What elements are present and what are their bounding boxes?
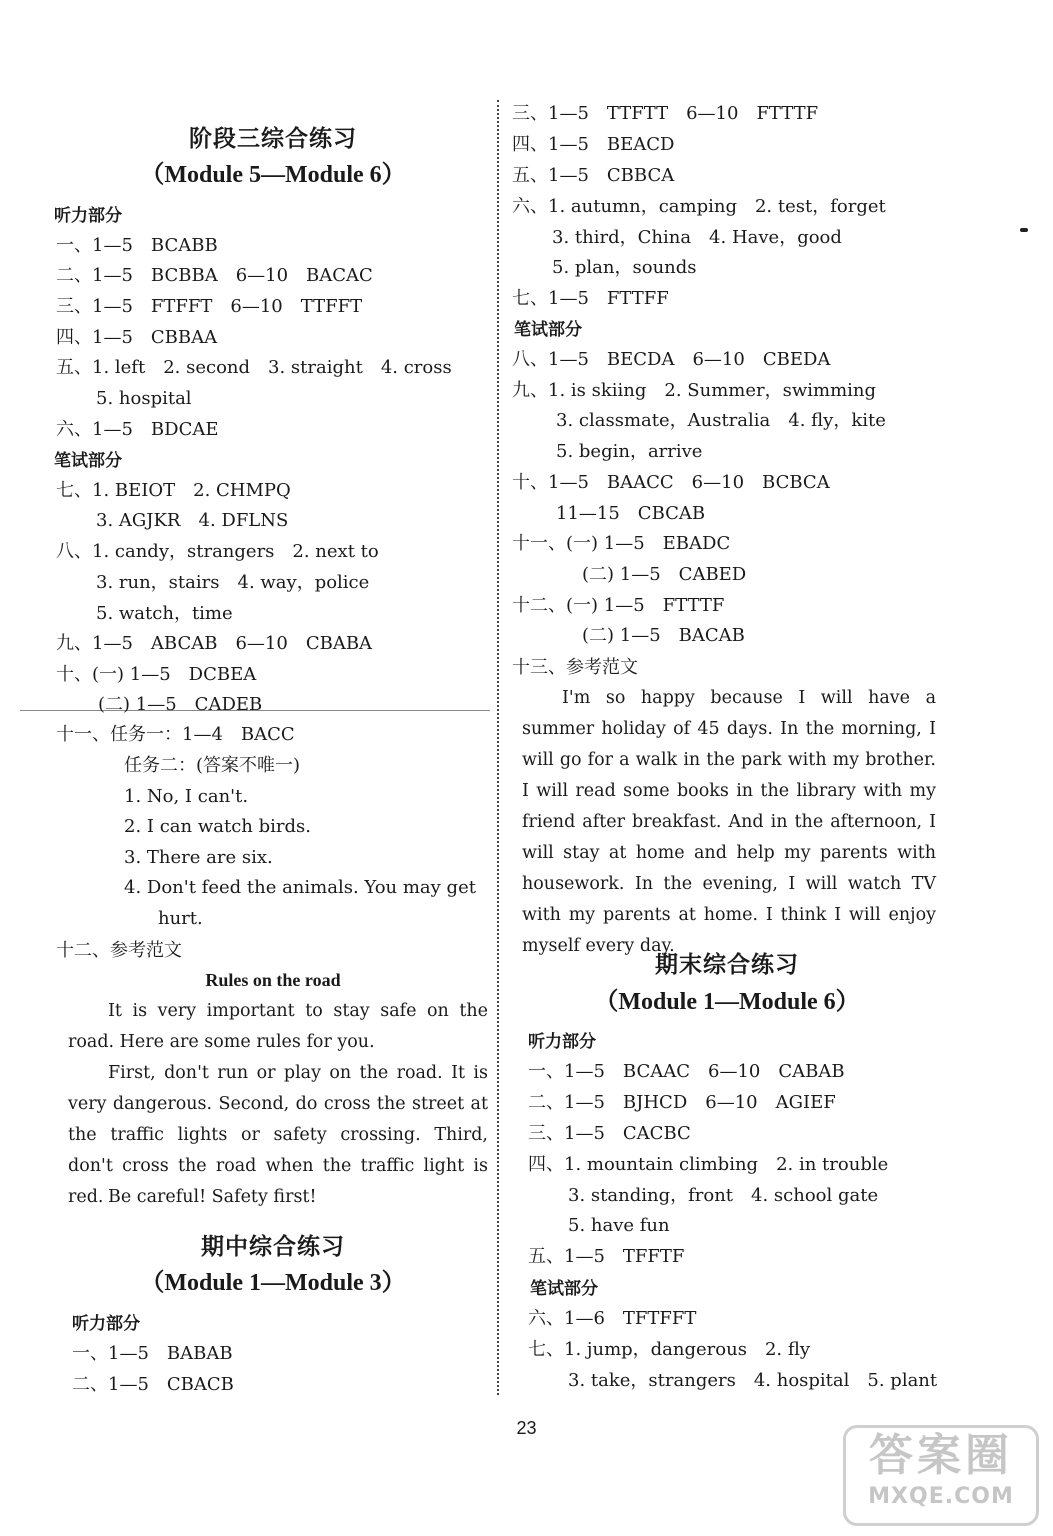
answer-line: 一、1—5 BCABB (56, 235, 218, 256)
answer-line: 七、1—5 FTTFF (512, 288, 669, 309)
answer-line: 八、1—5 BECDA 6—10 CBEDA (512, 349, 831, 370)
answer-line: 二、1—5 CBACB (72, 1374, 234, 1395)
answer-line: 3. AGJKR 4. DFLNS (96, 510, 289, 531)
answer-line: 5. have fun (568, 1215, 670, 1236)
answer-line: 3. take，strangers 4. hospital 5. plant (568, 1370, 938, 1391)
written-header: 笔试部分 (530, 1279, 598, 1299)
listening-header: 听力部分 (54, 206, 122, 226)
answer-line: 3. classmate，Australia 4. fly，kite (556, 410, 886, 431)
answer-line: 六、1. autumn，camping 2. test，forget (512, 196, 886, 217)
answer-line: 三、1—5 FTFFT 6—10 TTFFT (56, 296, 363, 317)
section-subtitle-stage3: （Module 5—Module 6） (140, 162, 406, 188)
written-header: 笔试部分 (54, 451, 122, 471)
answer-line: 十二、参考范文 (56, 940, 182, 961)
answer-line: 四、1—5 CBBAA (56, 327, 218, 348)
listening-header: 听力部分 (72, 1314, 140, 1334)
answer-line: 3. There are six. (124, 847, 273, 868)
answer-line: 五、1—5 TFFTF (528, 1246, 685, 1267)
answer-line: 4. Don't feed the animals. You may get (124, 877, 476, 898)
answer-line: 三、1—5 CACBC (528, 1123, 691, 1144)
answer-line: 3. standing，front 4. school gate (568, 1185, 879, 1206)
answer-line: 九、1—5 ABCAB 6—10 CBABA (56, 633, 373, 654)
essay-paragraph: Be careful! Safety first! (108, 1187, 317, 1207)
answer-line: 五、1. left 2. second 3. straight 4. cross (56, 357, 452, 378)
answer-line: hurt. (158, 908, 203, 929)
page-number: 23 (516, 1418, 537, 1438)
answer-line: 5. watch，time (96, 603, 233, 624)
answer-line: 一、1—5 BABAB (72, 1343, 233, 1364)
answer-line: 十一、任务一：1—4 BACC (56, 724, 295, 745)
answer-line: 四、1—5 BEACD (512, 134, 675, 155)
answer-line: 1. No, I can't. (124, 786, 249, 807)
section-subtitle-final: （Module 1—Module 6） (594, 989, 860, 1015)
section-subtitle-midterm: （Module 1—Module 3） (140, 1270, 406, 1296)
answer-line: 任务二：(答案不唯一) (124, 755, 301, 776)
listening-header: 听力部分 (528, 1032, 596, 1052)
written-header: 笔试部分 (514, 320, 582, 340)
section-title-midterm: 期中综合练习 (201, 1234, 345, 1260)
section-title-stage3: 阶段三综合练习 (189, 126, 357, 152)
watermark-logo (843, 1425, 1039, 1526)
essay-title: Rules on the road (205, 970, 341, 990)
essay-paragraph: I'm so happy because I will have a summer holiday of 45 days. In the morning, I will go for a walk in the park with my brother. I will read some books in the library with my friend after breakfast. And in the afternoon, I will stay at home and help my parents with housework. In the evening, I will watch TV with my parents at home. I think I will enjoy myself every day. (522, 688, 936, 956)
answer-line: 七、1. jump，dangerous 2. fly (528, 1339, 811, 1360)
answer-line: 十、1—5 BAACC 6—10 BCBCA (512, 472, 830, 493)
answer-line: 5. hospital (96, 388, 192, 409)
essay-paragraph: It is very important to stay safe on the road. Here are some rules for you. (68, 1001, 488, 1052)
answer-line: 八、1. candy，strangers 2. next to (56, 541, 379, 562)
answer-line: 3. third，China 4. Have，good (552, 227, 842, 248)
answer-line: 二、1—5 BJHCD 6—10 AGIEF (528, 1092, 836, 1113)
watermark-bottom: MXQE.COM (868, 1484, 1014, 1509)
section-title-final: 期末综合练习 (655, 952, 799, 978)
essay-paragraph: First, don't run or play on the road. It is very dangerous. Second, do cross the street at the traffic lights or safety crossing. Third, don't cross the road when the traffic light is red. (68, 1063, 488, 1207)
answer-line: 六、1—6 TFTFFT (528, 1308, 697, 1329)
answer-line: 3. run，stairs 4. way，police (96, 572, 370, 593)
answer-line: 十、(一) 1—5 DCBEA (56, 664, 257, 685)
answer-line: (二) 1—5 CADEB (98, 694, 263, 715)
column-divider (497, 100, 499, 1395)
answer-line: 2. I can watch birds. (124, 816, 311, 837)
answer-line: 九、1. is skiing 2. Summer，swimming (512, 380, 877, 401)
answer-line: 三、1—5 TTFTT 6—10 FTTTF (512, 103, 819, 124)
answer-line: 七、1. BEIOT 2. CHMPQ (56, 480, 291, 501)
answer-line: (二) 1—5 CABED (582, 564, 747, 585)
answer-line: 5. plan，sounds (552, 257, 697, 278)
scan-speck (1020, 228, 1028, 232)
answer-line: 四、1. mountain climbing 2. in trouble (528, 1154, 889, 1175)
answer-line: (二) 1—5 BACAB (582, 625, 745, 646)
answer-line: 一、1—5 BCAAC 6—10 CABAB (528, 1061, 845, 1082)
answer-line: 十三、参考范文 (512, 657, 638, 678)
answer-line: 十二、(一) 1—5 FTTTF (512, 595, 725, 616)
answer-line: 5. begin，arrive (556, 441, 703, 462)
answer-line: 五、1—5 CBBCA (512, 165, 675, 186)
answer-line: 二、1—5 BCBBA 6—10 BACAC (56, 265, 373, 286)
answer-line: 十一、(一) 1—5 EBADC (512, 533, 731, 554)
watermark-top: 答案圈 (869, 1430, 1013, 1481)
answer-line: 11—15 CBCAB (556, 503, 706, 524)
answer-line: 六、1—5 BDCAE (56, 419, 219, 440)
